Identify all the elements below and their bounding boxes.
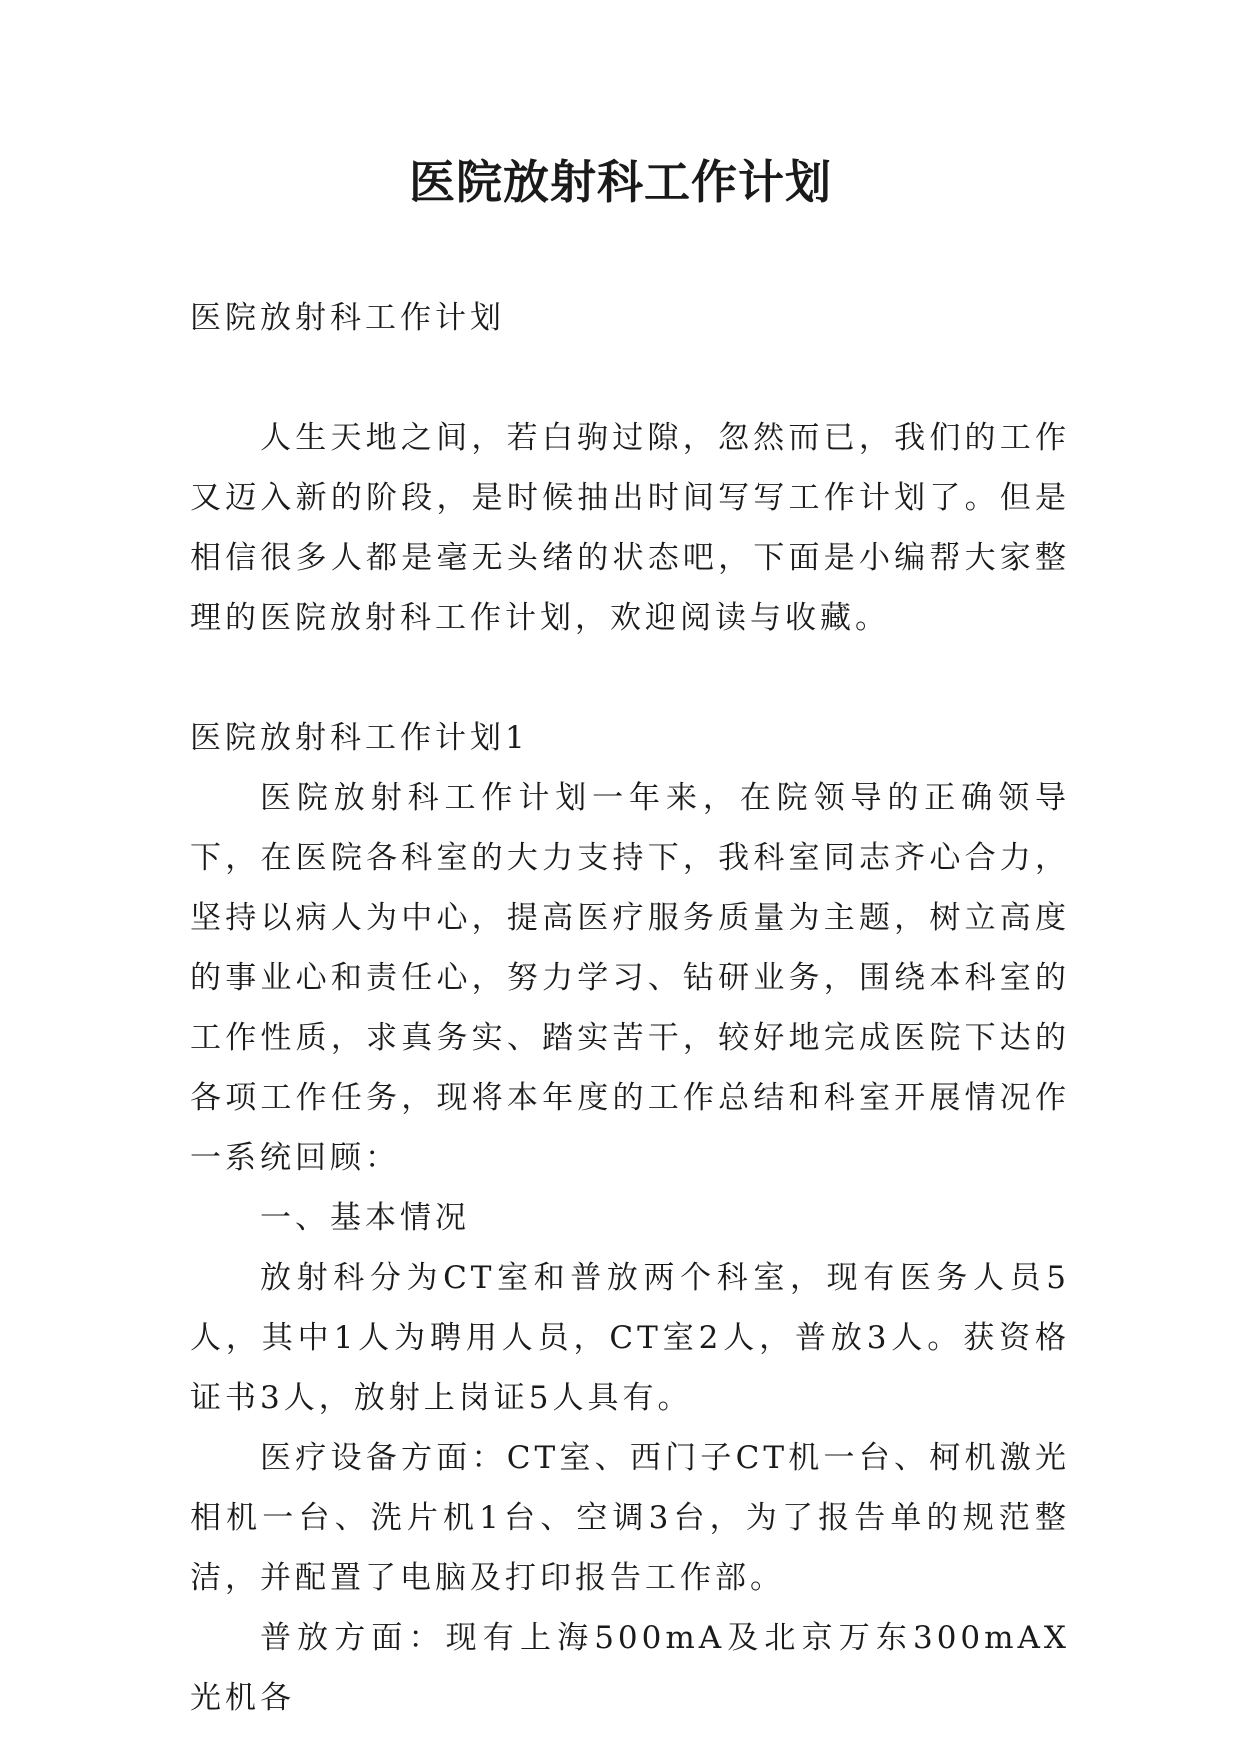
intro-paragraph: 人生天地之间，若白驹过隙，忽然而已，我们的工作又迈入新的阶段，是时候抽出时间写写工作计划了。但是相信很多人都是毫无头绪的状态吧，下面是小编帮大家整理的医院放射科工作计划，欢迎阅读与收藏。 bbox=[190, 420, 1070, 636]
subsection-heading: 一、基本情况 bbox=[260, 1200, 470, 1236]
body-paragraph: 普放方面：现有上海500mA及北京万东300mAX光机各 bbox=[190, 1620, 1070, 1716]
body-paragraph: 医疗设备方面：CT室、西门子CT机一台、柯机激光相机一台、洗片机1台、空调3台，为了报告单的规范整洁，并配置了电脑及打印报告工作部。 bbox=[190, 1440, 1070, 1596]
document-title: 医院放射科工作计划 bbox=[409, 155, 832, 209]
body-paragraph: 放射科分为CT室和普放两个科室，现有医务人员5人，其中1人为聘用人员，CT室2人，普放3人。获资格证书3人，放射上岗证5人具有。 bbox=[190, 1260, 1070, 1416]
section-heading: 医院放射科工作计划1 bbox=[190, 720, 529, 756]
document-subtitle: 医院放射科工作计划 bbox=[190, 300, 505, 336]
document-body bbox=[190, 288, 1070, 1728]
body-paragraph: 医院放射科工作计划一年来，在院领导的正确领导下，在医院各科室的大力支持下，我科室同志齐心合力，坚持以病人为中心，提高医疗服务质量为主题，树立高度的事业心和责任心，努力学习、钻研业务，围绕本科室的工作性质，求真务实、踏实苦干，较好地完成医院下达的各项工作任务，现将本年度的工作总结和科室开展情况作一系统回顾： bbox=[190, 780, 1070, 1176]
